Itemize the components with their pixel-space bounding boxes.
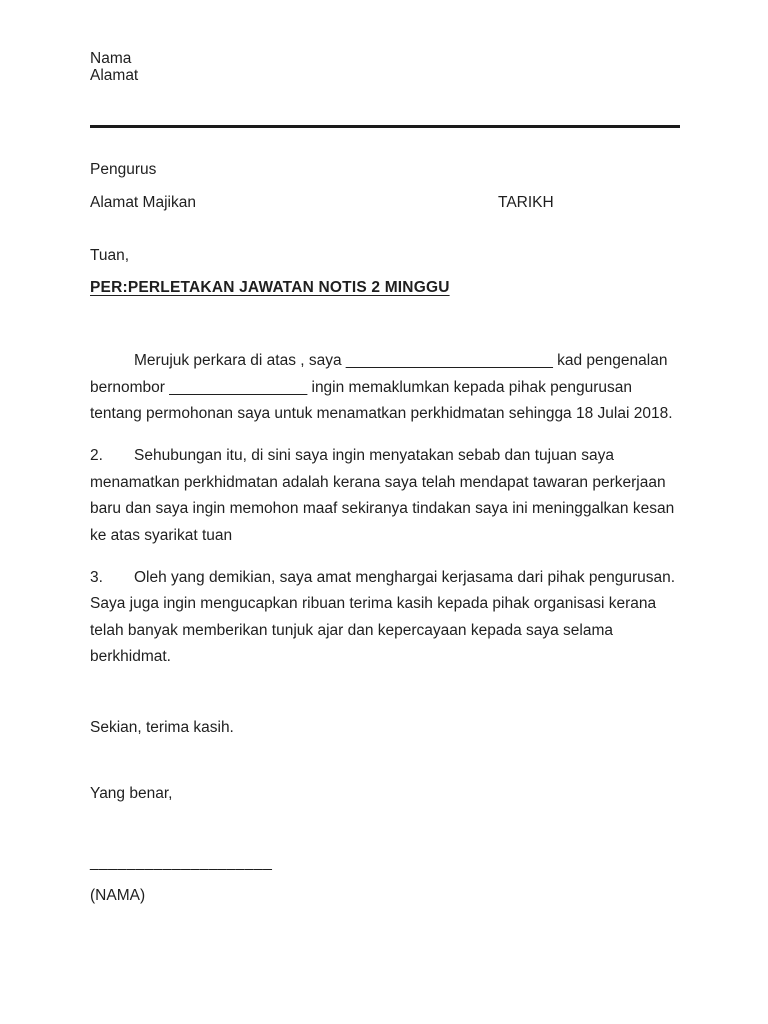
paragraph-1: Merujuk perkara di atas , saya ________________________ kad pengenalan bernombor ________________ ingin memaklumkan kepada pihak pengurusan tentang permohonan saya untuk menamatkan perkhidmatan sehingga 18 Julai 2018.: [90, 352, 673, 422]
signoff-line: Yang benar,: [90, 784, 173, 802]
paragraph-3-text: Oleh yang demikian, saya amat menghargai kerjasama dari pihak pengurusan. Saya juga ingin mengucapkan ribuan terima kasih kepada pihak organisasi kerana telah banyak memberikan tunjuk ajar dan kepercayaan kepada saya selama berkhidmat.: [90, 568, 676, 665]
header-divider: [90, 125, 680, 128]
recipient-address-label: Alamat Majikan: [90, 194, 196, 211]
signature-name-placeholder: (NAMA): [90, 886, 146, 904]
paragraph-3: [90, 565, 680, 671]
closing-line: Sekian, terima kasih.: [90, 718, 234, 736]
signature-line: ____________________: [90, 853, 273, 871]
paragraph-2: [90, 443, 680, 549]
paragraph-2-text: Sehubungan itu, di sini saya ingin menyatakan sebab dan tujuan saya menamatkan perkhidmatan adalah kerana saya telah mendapat tawaran perkerjaan baru dan saya ingin memohon maaf sekiranya tindakan saya ini meninggalkan kesan ke atas syarikat tuan: [90, 447, 675, 544]
sender-name-label: Nama: [90, 50, 132, 67]
date-label: TARIKH: [498, 194, 554, 211]
recipient-address-row: [90, 194, 680, 211]
salutation: Tuan,: [90, 247, 130, 264]
sender-block: [90, 50, 680, 84]
recipient-title: Pengurus: [90, 161, 157, 178]
sender-address-label: Alamat: [90, 67, 139, 84]
paragraph-2-number: 2.: [90, 447, 103, 464]
subject-line: [90, 279, 680, 296]
paragraph-3-number: 3.: [90, 568, 103, 586]
subject-text: PER:PERLETAKAN JAWATAN NOTIS 2 MINGGU: [90, 279, 450, 296]
